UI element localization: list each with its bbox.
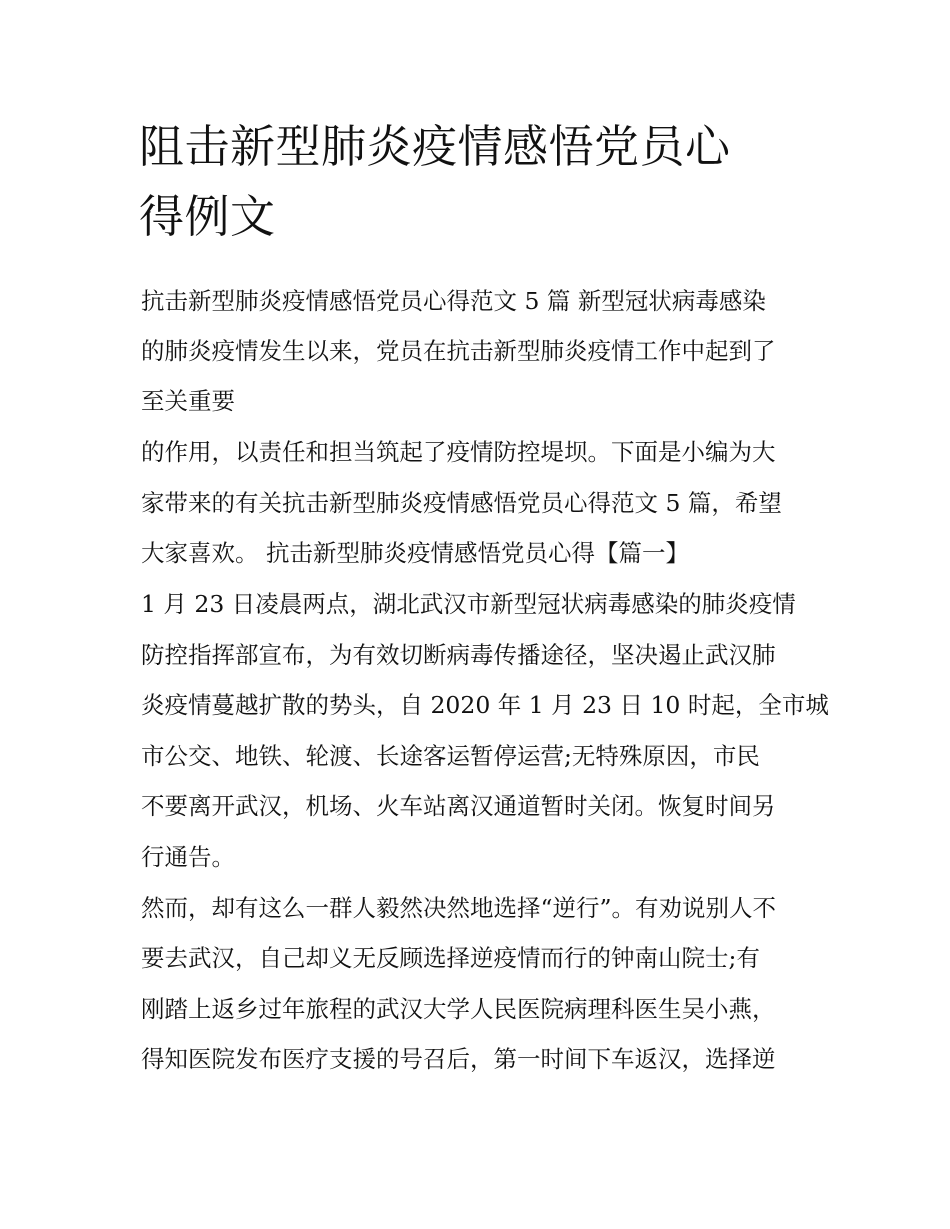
body-line: 的作用，以责任和担当筑起了疫情防控堤坝。下面是小编为大 (141, 438, 776, 466)
title-line: 得例文 (139, 190, 276, 243)
body-line: 不要离开武汉，机场、火车站离汉通道暂时关闭。恢复时间另 (141, 792, 776, 820)
body-line: 的肺炎疫情发生以来，党员在抗击新型肺炎疫情工作中起到了 (141, 337, 776, 365)
body-line: 抗击新型肺炎疫情感悟党员心得范文 5 篇 新型冠状病毒感染 (141, 287, 766, 315)
body-line: 家带来的有关抗击新型肺炎疫情感悟党员心得范文 5 篇，希望 (141, 489, 782, 517)
body-line: 要去武汉，自己却义无反顾选择逆疫情而行的钟南山院士;有 (141, 944, 760, 972)
document-title (139, 112, 819, 252)
body-line: 大家喜欢。 抗击新型肺炎疫情感悟党员心得【篇一】 (141, 539, 689, 567)
body-line: 炎疫情蔓越扩散的势头，自 2020 年 1 月 23 日 10 时起，全市城 (141, 691, 829, 719)
body-line: 得知医院发布医疗支援的号召后，第一时间下车返汉，选择逆 (141, 1045, 776, 1073)
title-line: 阻击新型肺炎疫情感悟党员心 (139, 120, 731, 173)
body-line: 至关重要 (141, 387, 235, 415)
body-line: 防控指挥部宣布，为有效切断病毒传播途径，坚决遏止武汉肺 (141, 641, 776, 669)
body-line: 1 月 23 日凌晨两点，湖北武汉市新型冠状病毒感染的肺炎疫情 (141, 590, 796, 618)
body-line: 刚踏上返乡过年旅程的武汉大学人民医院病理科医生吴小燕， (141, 995, 776, 1023)
body-line: 行通告。 (141, 843, 235, 871)
body-line: 然而，却有这么一群人毅然决然地选择“逆行”。有劝说别人不 (141, 894, 777, 922)
body-line: 市公交、地铁、轮渡、长途客运暂停运营;无特殊原因，市民 (141, 742, 760, 770)
